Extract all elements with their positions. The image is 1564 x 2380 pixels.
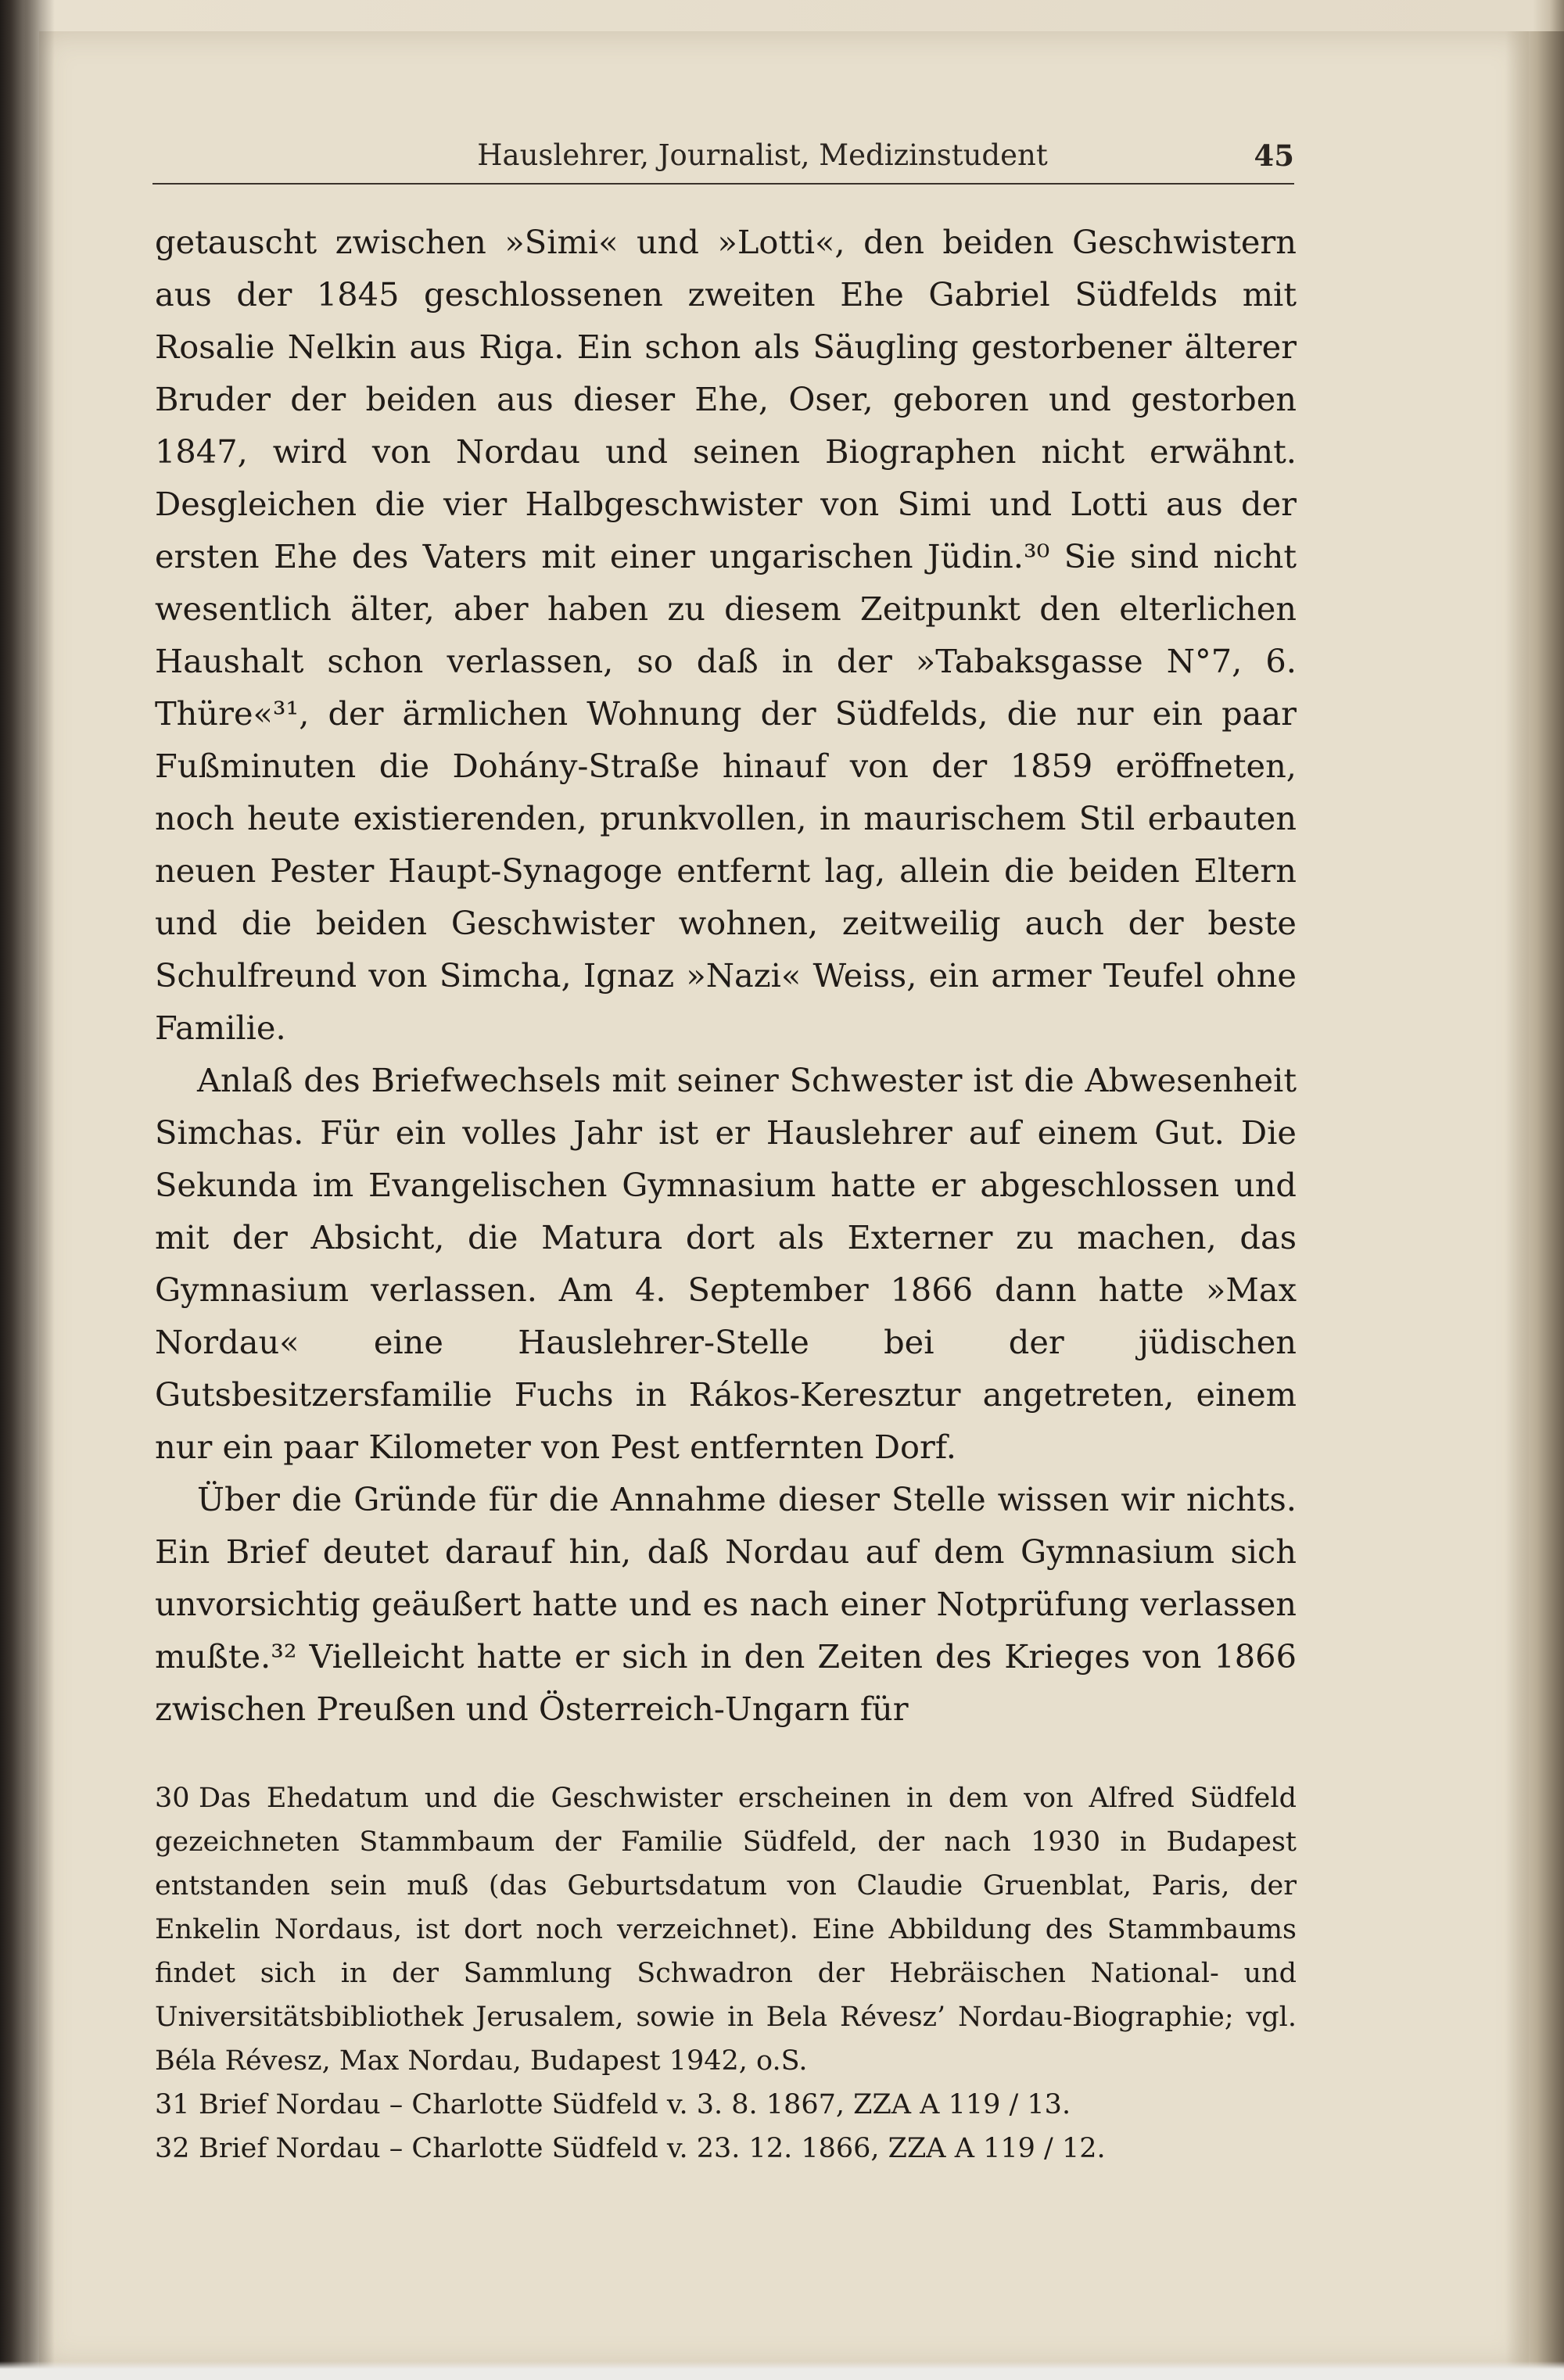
paragraph: getauscht zwischen »Simi« und »Lotti«, den beiden Geschwistern aus der 1845 geschlossenen zweiten Ehe Gabriel Südfelds mit Rosalie Nelkin aus Riga. Ein schon als Säugling gestorbener älterer Bruder der beiden aus dieser Ehe, Oser, geboren und gestorben 1847, wird von Nordau und seinen Biographen nicht erwähnt. Desgleichen die vier Halbgeschwister von Simi und Lotti aus der ersten Ehe des Vaters mit einer ungarischen Jüdin.³⁰ Sie sind nicht wesentlich älter, aber haben zu diesem Zeitpunkt den elterlichen Haushalt schon verlassen, so daß in der »Tabaksgasse N°7, 6. Thüre«³¹, der ärmlichen Wohnung der Südfelds, die nur ein paar Fußminuten die Dohány-Straße hinauf von der 1859 eröffneten, noch heute existierenden, prunkvollen, in maurischem Stil erbauten neuen Pester Haupt-Synagoge entfernt lag, allein die beiden Eltern und die beiden Geschwister wohnen, zeitweilig auch der beste Schulfreund von Simcha, Ignaz »Nazi« Weiss, ein armer Teufel ohne Familie. xyxy=(155,223,1297,1047)
footnote-text: Das Ehedatum und die Geschwister erscheinen in dem von Alfred Südfeld gezeichneten Stammbaum der Familie Südfeld, der nach 1930 in Budapest entstanden sein muß (das Geburtsdatum von Claudie Gruenblat, Paris, der Enkelin Nordaus, ist dort noch verzeichnet). Eine Abbildung des Stammbaums findet sich in der Sammlung Schwadron der Hebräischen National- und Universitätsbibliothek Jerusalem, sowie in Bela Révesz’ Nordau-Biographie; vgl. Béla Révesz, Max Nordau, Budapest 1942, o.S. xyxy=(155,1783,1297,2077)
book-spine-shadow xyxy=(0,0,55,2380)
running-header xyxy=(152,134,1294,181)
footnotes xyxy=(155,1776,1297,2170)
paragraph: Anlaß des Briefwechsels mit seiner Schwester ist die Abwesenheit Simchas. Für ein volles Jahr ist er Hauslehrer auf einem Gut. Die Sekunda im Evangelischen Gymnasium hatte er abgeschlossen und mit der Absicht, die Matura dort als Externer zu machen, das Gymnasium verlassen. Am 4. September 1866 dann hatte »Max Nordau« eine Hauslehrer-Stelle bei der jüdischen Gutsbesitzersfamilie Fuchs in Rákos-Keresztur angetreten, einem nur ein paar Kilometer von Pest entfernten Dorf. xyxy=(155,1061,1297,1466)
page-edge-shadow xyxy=(1505,31,1564,2369)
footnote-text: Brief Nordau – Charlotte Südfeld v. 23. 12. 1866, ZZA A 119 / 12. xyxy=(199,2133,1106,2164)
footnote-number: 31 xyxy=(155,2089,190,2120)
footnote xyxy=(155,2083,1297,2127)
footnote xyxy=(155,1776,1297,2083)
footnote-text: Brief Nordau – Charlotte Südfeld v. 3. 8. 1867, ZZA A 119 / 13. xyxy=(199,2089,1071,2120)
header-rule xyxy=(152,183,1294,185)
footnote-number: 30 xyxy=(155,1783,190,1814)
scan-bottom-margin xyxy=(0,2361,1564,2380)
running-title: Hauslehrer, Journalist, Medizinstudent xyxy=(477,138,1048,172)
paragraph: Über die Gründe für die Annahme dieser Stelle wissen wir nichts. Ein Brief deutet darauf hin, daß Nordau auf dem Gymnasium sich unvorsichtig geäußert hatte und es nach einer Notprüfung verlassen mußte.³² Vielleicht hatte er sich in den Zeiten des Krieges von 1866 zwischen Preußen und Österreich-Ungarn für xyxy=(155,1480,1297,1728)
page-number: 45 xyxy=(1254,138,1294,173)
footnote-number: 32 xyxy=(155,2133,190,2164)
main-text xyxy=(155,216,1297,1735)
footnote xyxy=(155,2127,1297,2170)
